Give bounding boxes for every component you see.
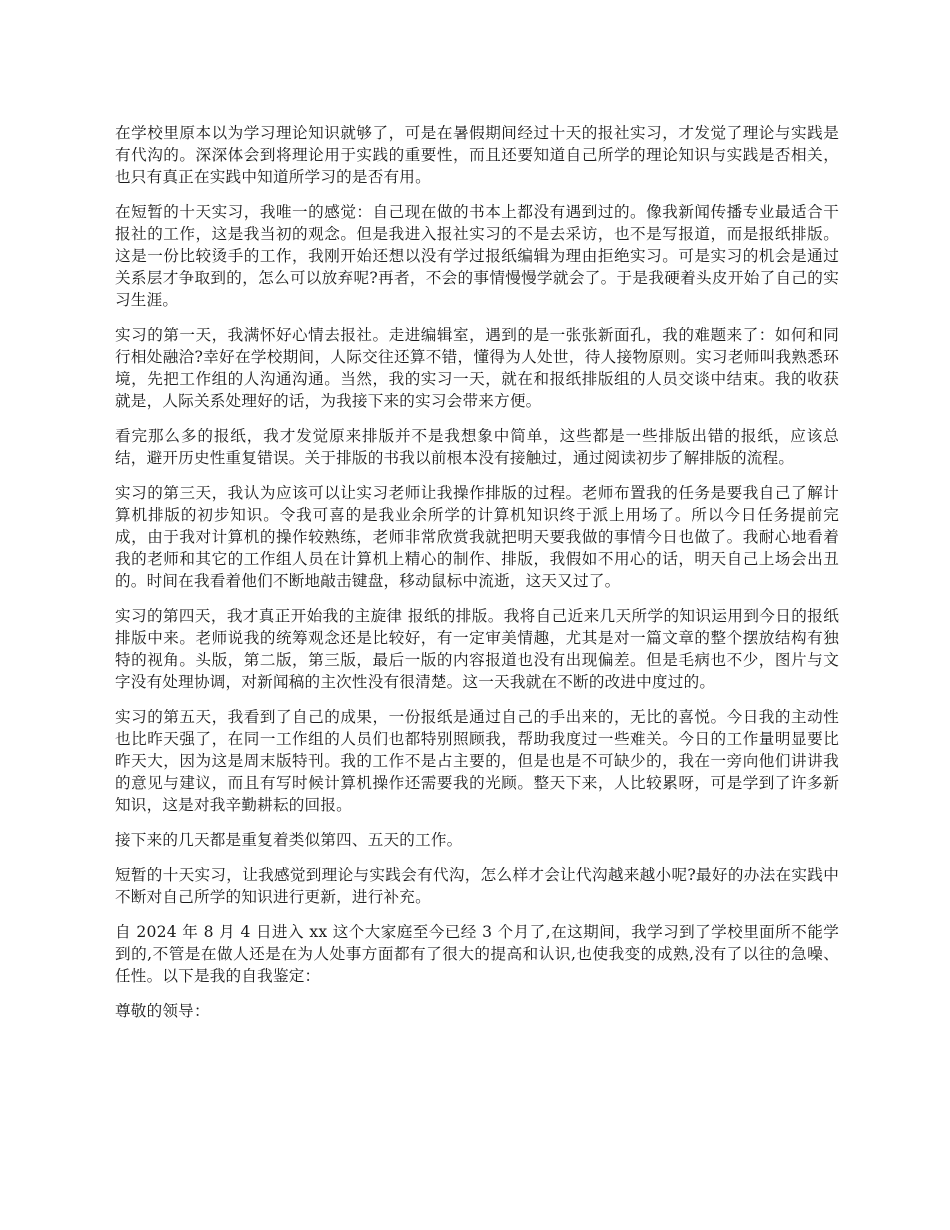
paragraph-4: 看完那么多的报纸，我才发觉原来排版并不是我想象中简单，这些都是一些排版出错的报纸，应该总结，避开历史性重复错误。关于排版的书我以前根本没有接触过，通过阅读初步了解排版的流程。 (115, 427, 839, 467)
paragraph-9: 短暂的十天实习，让我感觉到理论与实践会有代沟，怎么样才会让代沟越来越小呢?最好的办法在实践中不断对自己所学的知识进行更新，进行补充。 (115, 866, 839, 906)
salutation: 尊敬的领导： (115, 1002, 210, 1020)
paragraph-3: 实习的第一天，我满怀好心情去报社。走进编辑室，遇到的是一张张新面孔，我的难题来了：如何和同行相处融洽?幸好在学校期间，人际交往还算不错，懂得为人处世，待人接物原则。实习老师叫我熟悉环境，先把工作组的人沟通沟通。当然，我的实习一天，就在和报纸排版组的人员交谈中结束。我的收获就是，人际关系处理好的话，为我接下来的实习会带来方便。 (115, 326, 839, 410)
paragraph-2: 在短暂的十天实习，我唯一的感觉：自己现在做的书本上都没有遇到过的。像我新闻传播专业最适合干报社的工作，这是我当初的观念。但是我进入报社实习的不是去采访，也不是写报道，而是报纸排版。这是一份比较烫手的工作，我刚开始还想以没有学过报纸编辑为理由拒绝实习。可是实习的机会是通过关系层才争取到的，怎么可以放弃呢?再者，不会的事情慢慢学就会了。于是我硬着头皮开始了自己的实习生涯。 (115, 203, 839, 309)
paragraph-8: 接下来的几天都是重复着类似第四、五天的工作。 (115, 831, 463, 849)
paragraph-7: 实习的第五天，我看到了自己的成果，一份报纸是通过自己的手出来的，无比的喜悦。今日我的主动性也比昨天强了，在同一工作组的人员们也都特别照顾我，帮助我度过一些难关。今日的工作量明显要比昨天大，因为这是周末版特刊。我的工作不是占主要的，但是也是不可缺少的，我在一旁向他们讲讲我的意见与建议，而且有写时候计算机操作还需要我的光顾。整天下来，人比较累呀，可是学到了许多新知识，这是对我辛勤耕耘的回报。 (115, 708, 839, 814)
document-body (115, 122, 839, 1035)
paragraph-5: 实习的第三天，我认为应该可以让实习老师让我操作排版的过程。老师布置我的任务是要我自己了解计算机排版的初步知识。令我可喜的是我业余所学的计算机知识终于派上用场了。所以今日任务提前完成，由于我对计算机的操作较熟练，老师非常欣赏我就把明天要我做的事情今日也做了。我耐心地看着我的老师和其它的工作组人员在计算机上精心的制作、排版，我假如不用心的话，明天自己上场会出丑的。时间在我看着他们不断地敲击键盘，移动鼠标中流逝，这天又过了。 (115, 484, 839, 590)
paragraph-6: 实习的第四天，我才真正开始我的主旋律 报纸的排版。我将自己近来几天所学的知识运用到今日的报纸排版中来。老师说我的统筹观念还是比较好，有一定审美情趣，尤其是对一篇文章的整个摆放结构有独特的视角。头版，第二版，第三版，最后一版的内容报道也没有出现偏差。但是毛病也不少，图片与文字没有处理协调，对新闻稿的主次性没有很清楚。这一天我就在不断的改进中度过的。 (115, 607, 839, 691)
paragraph-10: 自 2024 年 8 月 4 日进入 xx 这个大家庭至今已经 3 个月了,在这期间，我学习到了学校里面所不能学到的,不管是在做人还是在为人处事方面都有了很大的提高和认识,也使我变的成熟,没有了以往的急噪、任性。以下是我的自我鉴定： (115, 923, 839, 985)
paragraph-1: 在学校里原本以为学习理论知识就够了，可是在暑假期间经过十天的报社实习，才发觉了理论与实践是有代沟的。深深体会到将理论用于实践的重要性，而且还要知道自己所学的理论知识与实践是否相关，也只有真正在实践中知道所学习的是否有用。 (115, 124, 839, 186)
